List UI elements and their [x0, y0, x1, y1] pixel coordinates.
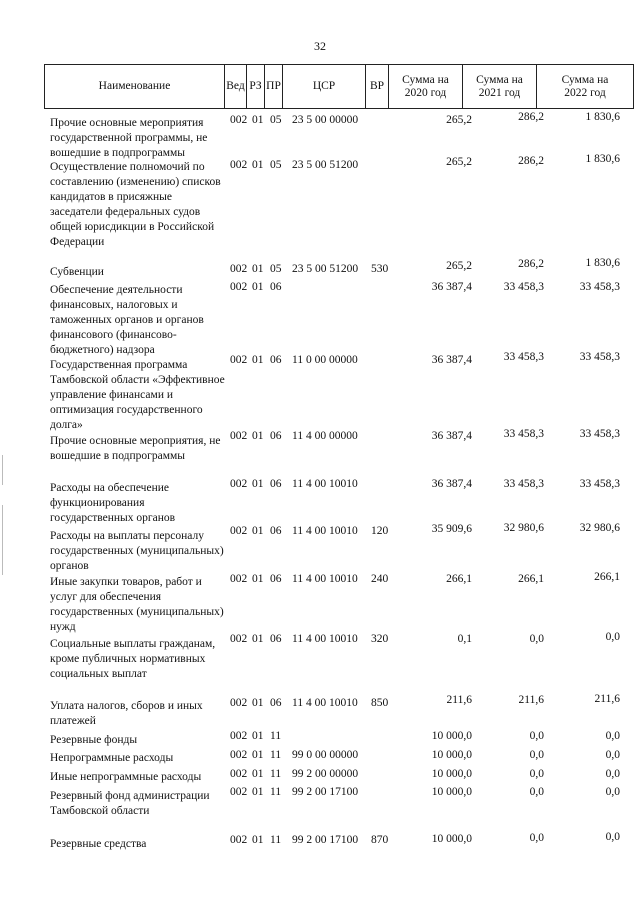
row-pr: 06 — [270, 281, 282, 293]
row-sum-2020: 10 000,0 — [431, 833, 472, 845]
row-pr: 05 — [270, 263, 282, 275]
row-sum-2020: 266,1 — [446, 573, 472, 585]
header-rz: РЗ — [247, 65, 265, 108]
row-sum-2020: 36 387,4 — [431, 281, 472, 293]
row-rz: 01 — [252, 834, 264, 846]
row-csr: 99 0 00 00000 — [292, 749, 359, 761]
row-sum-2021: 0,0 — [529, 768, 544, 780]
header-sum-2022: Сумма на 2022 год — [561, 73, 609, 99]
row-ved: 002 — [230, 263, 248, 275]
row-csr: 23 5 00 51200 — [292, 263, 359, 275]
row-sum-2022: 0,0 — [605, 768, 620, 780]
row-ved: 002 — [230, 430, 248, 442]
row-sum-2020: 211,6 — [446, 694, 472, 706]
scan-edge-mark — [2, 505, 3, 575]
row-sum-2020: 10 000,0 — [431, 786, 472, 798]
row-sum-2020: 265,2 — [446, 260, 472, 272]
row-sum-2021: 286,2 — [518, 258, 544, 270]
row-sum-2021: 33 458,3 — [503, 351, 544, 363]
row-pr: 06 — [270, 573, 282, 585]
row-sum-2022: 1 830,6 — [585, 257, 620, 269]
row-csr: 11 4 00 10010 — [292, 478, 358, 490]
row-pr: 11 — [270, 786, 282, 798]
row-sum-2021: 33 458,3 — [503, 478, 544, 490]
row-sum-2022: 1 830,6 — [585, 153, 620, 165]
row-sum-2022: 0,0 — [605, 749, 620, 761]
header-pr: ПР — [265, 65, 283, 108]
row-sum-2021: 0,0 — [529, 633, 544, 645]
row-sum-2020: 10 000,0 — [431, 749, 472, 761]
row-sum-2022: 0,0 — [605, 831, 620, 843]
row-csr: 11 4 00 10010 — [292, 697, 358, 709]
row-rz: 01 — [252, 730, 264, 742]
row-csr: 23 5 00 51200 — [292, 159, 359, 171]
row-csr: 99 2 00 17100 — [292, 834, 359, 846]
row-name: Резервный фонд администрации Тамбовской области — [50, 790, 210, 817]
row-sum-2021: 286,2 — [518, 155, 544, 167]
row-sum-2022: 0,0 — [605, 786, 620, 798]
row-vr: 120 — [371, 525, 389, 537]
row-ved: 002 — [230, 768, 248, 780]
row-rz: 01 — [252, 114, 264, 126]
header-vr: ВР — [366, 65, 389, 108]
row-sum-2021: 286,2 — [518, 111, 544, 123]
row-pr: 06 — [270, 430, 282, 442]
header-sum-2020: Сумма на 2020 год — [389, 65, 463, 108]
row-rz: 01 — [252, 768, 264, 780]
row-csr: 11 4 00 00000 — [292, 430, 358, 442]
row-rz: 01 — [252, 159, 264, 171]
row-ved: 002 — [230, 478, 248, 490]
row-sum-2022: 0,0 — [605, 631, 620, 643]
row-name: Расходы на выплаты персоналу государственных (муниципальных) органов — [50, 530, 224, 572]
row-ved: 002 — [230, 633, 248, 645]
row-name: Резервные средства — [50, 838, 147, 850]
row-rz: 01 — [252, 478, 264, 490]
row-sum-2020: 35 909,6 — [431, 523, 472, 535]
row-sum-2020: 36 387,4 — [431, 354, 472, 366]
row-rz: 01 — [252, 354, 264, 366]
row-ved: 002 — [230, 749, 248, 761]
row-pr: 06 — [270, 525, 282, 537]
scan-edge-mark — [2, 455, 3, 485]
row-sum-2022: 1 830,6 — [585, 111, 620, 123]
header-csr: ЦСР — [283, 65, 366, 108]
row-ved: 002 — [230, 573, 248, 585]
row-name: Социальные выплаты гражданам, кроме публичных нормативных социальных выплат — [50, 638, 216, 680]
row-ved: 002 — [230, 354, 248, 366]
row-sum-2022: 211,6 — [594, 693, 620, 705]
row-name: Государственная программа Тамбовской области «Эффективное управление финансами и оптимизация государственного долга» — [50, 359, 225, 431]
row-ved: 002 — [230, 730, 248, 742]
header-name: Наименование — [45, 65, 225, 108]
row-sum-2022: 33 458,3 — [579, 351, 620, 363]
row-rz: 01 — [252, 281, 264, 293]
row-csr: 23 5 00 00000 — [292, 114, 359, 126]
row-pr: 06 — [270, 478, 282, 490]
row-rz: 01 — [252, 786, 264, 798]
row-pr: 06 — [270, 354, 282, 366]
row-sum-2020: 265,2 — [446, 156, 472, 168]
row-vr: 530 — [371, 263, 389, 275]
row-pr: 06 — [270, 697, 282, 709]
row-pr: 06 — [270, 633, 282, 645]
row-ved: 002 — [230, 114, 248, 126]
row-vr: 320 — [371, 633, 389, 645]
row-name: Уплата налогов, сборов и иных платежей — [50, 700, 203, 727]
row-sum-2020: 36 387,4 — [431, 478, 472, 490]
row-csr: 11 0 00 00000 — [292, 354, 358, 366]
row-sum-2020: 0,1 — [457, 633, 472, 645]
row-name: Прочие основные мероприятия, не вошедшие в подпрограммы — [50, 435, 221, 462]
row-pr: 05 — [270, 159, 282, 171]
row-name: Иные закупки товаров, работ и услуг для обеспечения государственных (муниципальных) нужд — [50, 576, 224, 633]
row-sum-2022: 32 980,6 — [579, 522, 620, 534]
row-ved: 002 — [230, 159, 248, 171]
row-vr: 850 — [371, 697, 389, 709]
row-sum-2021: 32 980,6 — [503, 522, 544, 534]
row-sum-2021: 33 458,3 — [503, 281, 544, 293]
table-header — [44, 64, 634, 109]
row-vr: 870 — [371, 834, 389, 846]
row-rz: 01 — [252, 263, 264, 275]
header-sum-2021: Сумма на 2021 год — [463, 65, 537, 108]
row-name: Прочие основные мероприятия государственной программы, не вошедшие в подпрограммы — [50, 117, 208, 159]
row-rz: 01 — [252, 430, 264, 442]
row-name: Осуществление полномочий по составлению (изменению) списков кандидатов в присяжные заседатели федеральных судов общей юрисдикции в Российской Федерации — [50, 161, 221, 248]
row-name: Обеспечение деятельности финансовых, налоговых и таможенных органов и органов финансового (финансово-бюджетного) надзора — [50, 284, 204, 356]
row-sum-2022: 33 458,3 — [579, 478, 620, 490]
row-csr: 11 4 00 10010 — [292, 525, 358, 537]
row-pr: 05 — [270, 114, 282, 126]
row-name: Субвенции — [50, 266, 104, 278]
row-ved: 002 — [230, 697, 248, 709]
row-sum-2021: 0,0 — [529, 730, 544, 742]
row-sum-2020: 36 387,4 — [431, 430, 472, 442]
row-csr: 11 4 00 10010 — [292, 633, 358, 645]
row-sum-2020: 265,2 — [446, 114, 472, 126]
row-sum-2022: 33 458,3 — [579, 428, 620, 440]
row-pr: 11 — [270, 749, 282, 761]
page-number: 32 — [314, 39, 326, 53]
row-ved: 002 — [230, 786, 248, 798]
row-sum-2021: 211,6 — [518, 694, 544, 706]
row-sum-2020: 10 000,0 — [431, 768, 472, 780]
row-rz: 01 — [252, 573, 264, 585]
row-sum-2021: 0,0 — [529, 749, 544, 761]
row-ved: 002 — [230, 281, 248, 293]
row-rz: 01 — [252, 749, 264, 761]
row-rz: 01 — [252, 525, 264, 537]
row-csr: 99 2 00 17100 — [292, 786, 359, 798]
row-csr: 11 4 00 10010 — [292, 573, 358, 585]
row-name: Иные непрограммные расходы — [50, 771, 202, 783]
row-sum-2022: 266,1 — [594, 571, 620, 583]
row-sum-2021: 33 458,3 — [503, 428, 544, 440]
row-sum-2021: 0,0 — [529, 786, 544, 798]
row-sum-2020: 10 000,0 — [431, 730, 472, 742]
row-vr: 240 — [371, 573, 389, 585]
row-pr: 11 — [270, 834, 282, 846]
row-name: Резервные фонды — [50, 734, 138, 746]
row-pr: 11 — [270, 768, 282, 780]
row-pr: 11 — [270, 730, 282, 742]
row-sum-2022: 0,0 — [605, 730, 620, 742]
header-ved: Вед — [225, 65, 247, 108]
row-sum-2022: 33 458,3 — [579, 281, 620, 293]
row-sum-2021: 266,1 — [518, 573, 544, 585]
row-ved: 002 — [230, 525, 248, 537]
row-rz: 01 — [252, 697, 264, 709]
row-csr: 99 2 00 00000 — [292, 768, 359, 780]
row-name: Расходы на обеспечение функционирования государственных органов — [50, 482, 176, 524]
row-name: Непрограммные расходы — [50, 752, 174, 764]
row-sum-2021: 0,0 — [529, 832, 544, 844]
row-rz: 01 — [252, 633, 264, 645]
row-ved: 002 — [230, 834, 248, 846]
